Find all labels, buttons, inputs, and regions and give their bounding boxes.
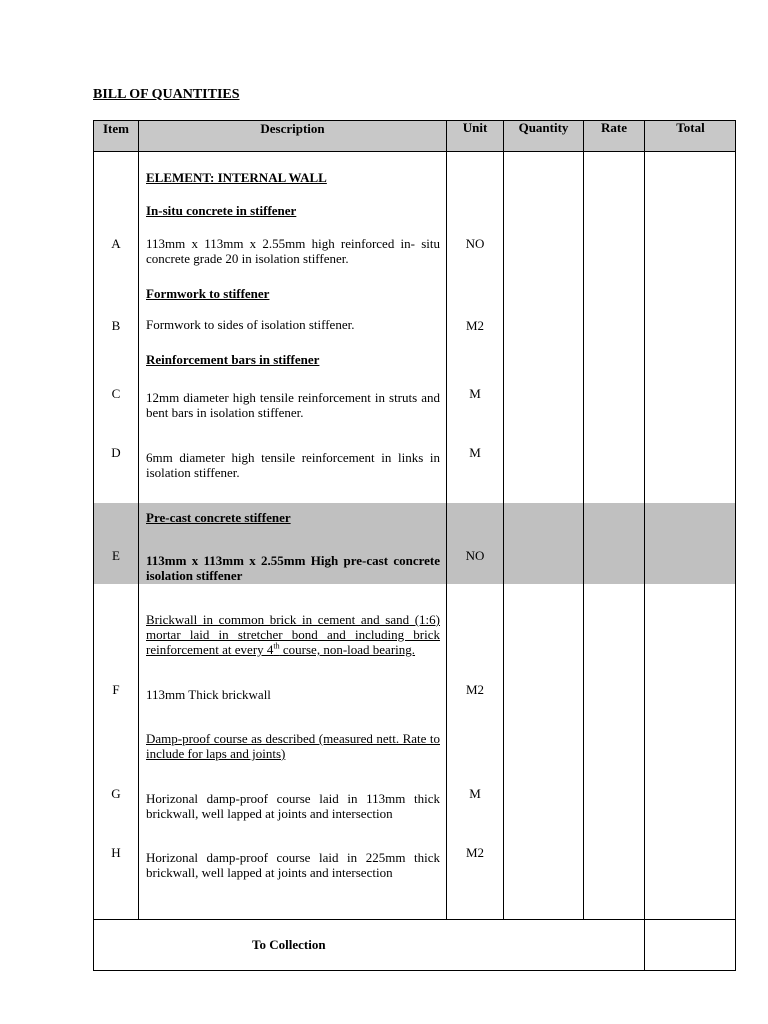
item-unit: M2 xyxy=(465,318,485,333)
footer-divider xyxy=(93,919,736,920)
item-description: 113mm Thick brickwall xyxy=(146,687,271,702)
item-unit: M xyxy=(469,786,481,801)
brickwall-superscript: th xyxy=(273,641,280,651)
column-divider-quantity xyxy=(583,120,584,919)
brickwall-text-b: course, non-load bearing. xyxy=(279,642,416,657)
brickwall-text-a: Brickwall in common brick in cement and sand (1:6) mortar laid in stretcher bond and including brick reinforcement at every 4 xyxy=(146,612,440,657)
header-quantity: Quantity xyxy=(518,120,569,135)
header-total: Total xyxy=(676,120,705,135)
item-description: Formwork to sides of isolation stiffener. xyxy=(146,317,355,332)
item-unit: NO xyxy=(465,236,485,251)
item-description: 12mm diameter high tensile reinforcement in struts and bent bars in isolation stiffener. xyxy=(146,390,440,420)
header-rate: Rate xyxy=(601,120,627,135)
item-description: 113mm x 113mm x 2.55mm High pre-cast concrete isolation stiffener xyxy=(146,553,440,583)
section-heading-formwork: Formwork to stiffener xyxy=(146,286,270,301)
item-code: F xyxy=(112,682,120,697)
item-code: C xyxy=(111,386,121,401)
header-item: Item xyxy=(103,121,129,136)
item-code: A xyxy=(111,236,121,251)
header-unit: Unit xyxy=(462,120,488,135)
section-heading-dpc: Damp-proof course as described (measured nett. Rate to include for laps and joints) xyxy=(146,731,440,761)
item-description: 6mm diameter high tensile reinforcement in links in isolation stiffener. xyxy=(146,450,440,480)
item-code: E xyxy=(112,548,120,563)
item-code: D xyxy=(111,445,121,460)
section-heading-precast: Pre-cast concrete stiffener xyxy=(146,510,291,525)
section-heading-reinforcement: Reinforcement bars in stiffener xyxy=(146,352,320,367)
section-heading-insitu: In-situ concrete in stiffener xyxy=(146,203,297,218)
item-code: B xyxy=(111,318,121,333)
header-divider xyxy=(93,151,736,152)
document-title: BILL OF QUANTITIES xyxy=(93,87,240,102)
item-description: Horizonal damp-proof course laid in 225mm thick brickwall, well lapped at joints and intersection xyxy=(146,850,440,880)
item-description: 113mm x 113mm x 2.55mm high reinforced in- situ concrete grade 20 in isolation stiffener. xyxy=(146,236,440,266)
item-unit: M2 xyxy=(465,845,485,860)
item-unit: M xyxy=(469,386,481,401)
item-code: H xyxy=(111,845,121,860)
element-heading: ELEMENT: INTERNAL WALL xyxy=(146,170,327,185)
section-heading-brickwall xyxy=(146,612,440,657)
column-divider-rate xyxy=(644,120,645,971)
column-divider-item xyxy=(138,120,139,919)
item-unit: NO xyxy=(465,548,485,563)
to-collection-label: To Collection xyxy=(252,937,326,952)
item-description: Horizonal damp-proof course laid in 113mm thick brickwall, well lapped at joints and intersection xyxy=(146,791,440,821)
header-description: Description xyxy=(260,121,325,136)
item-unit: M xyxy=(469,445,481,460)
item-code: G xyxy=(111,786,121,801)
item-unit: M2 xyxy=(465,682,485,697)
column-divider-unit xyxy=(503,120,504,919)
